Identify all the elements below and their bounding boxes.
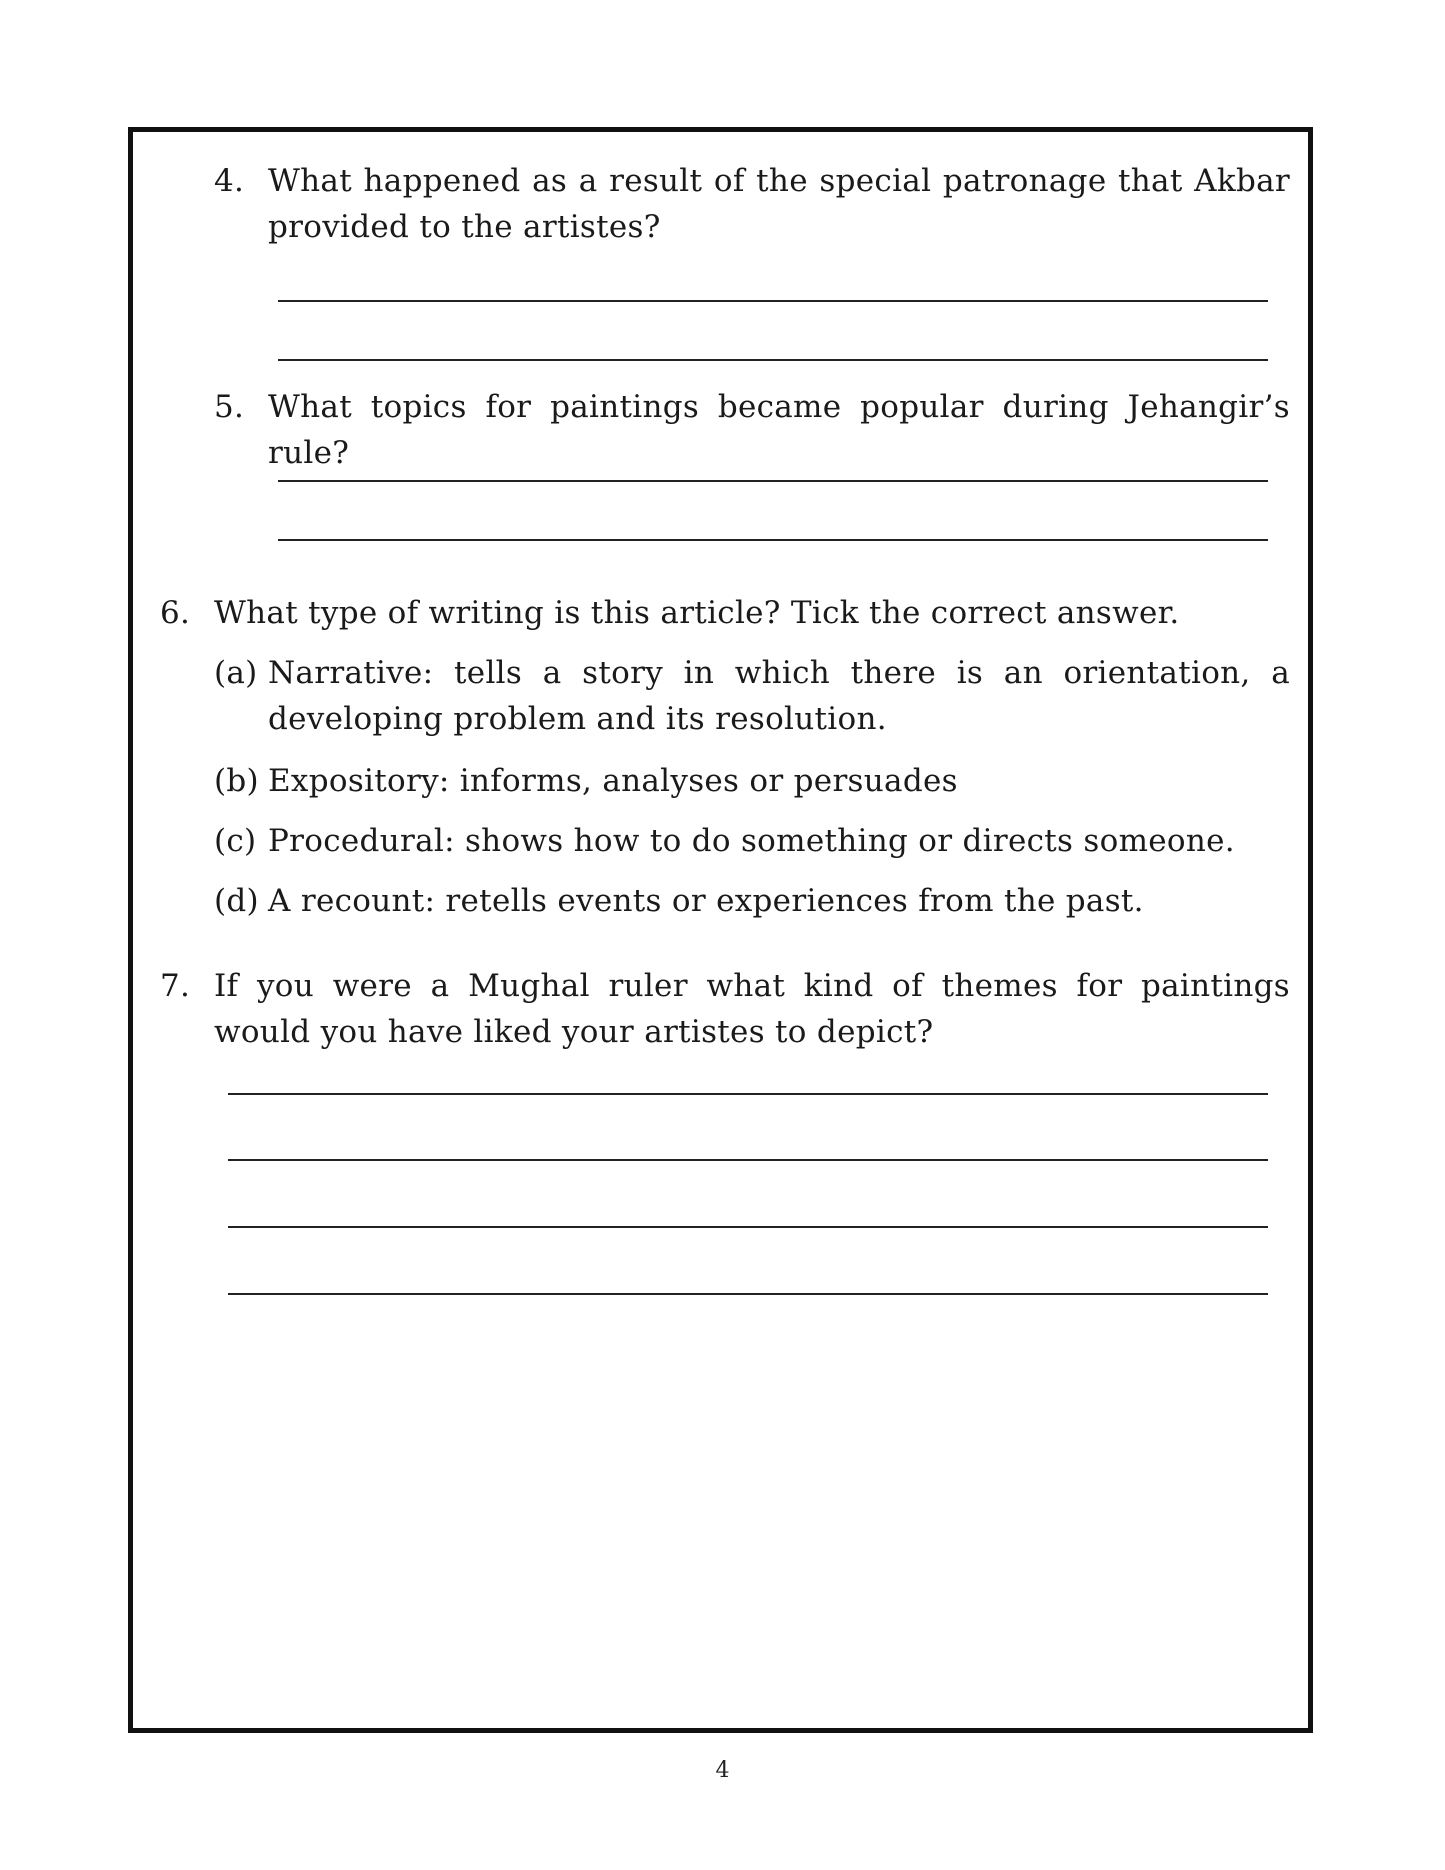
option-label: (b) [214, 763, 259, 799]
question-text: What topics for paintings became popular during Jehangir’s rule? [268, 389, 1290, 471]
page-number: 4 [715, 1758, 730, 1783]
answer-line[interactable] [278, 480, 1268, 482]
option-text: Procedural: shows how to do something or directs someone. [268, 823, 1235, 859]
answer-line[interactable] [228, 1226, 1268, 1228]
answer-line[interactable] [228, 1159, 1268, 1161]
option-text: A recount: retells events or experiences from the past. [268, 883, 1144, 919]
answer-line[interactable] [228, 1293, 1268, 1295]
worksheet-frame [128, 127, 1313, 1733]
option-text: Narrative: tells a story in which there is an orientation, a developing problem and its resolution. [268, 655, 1290, 737]
question-number: 7. [160, 968, 191, 1004]
question-text: What happened as a result of the special patronage that Akbar provided to the artistes? [268, 163, 1290, 245]
question-number: 6. [160, 595, 191, 631]
answer-line[interactable] [278, 359, 1268, 361]
answer-line[interactable] [228, 1093, 1268, 1095]
option-label: (a) [214, 655, 258, 691]
option-label: (c) [214, 823, 257, 859]
question-text: If you were a Mughal ruler what kind of themes for paintings would you have liked your artistes to depict? [214, 968, 1290, 1050]
option-label: (d) [214, 883, 259, 919]
question-text: What type of writing is this article? Tick the correct answer. [214, 595, 1180, 631]
answer-line[interactable] [278, 539, 1268, 541]
question-number: 4. [214, 163, 245, 199]
answer-line[interactable] [278, 300, 1268, 302]
option-text: Expository: informs, analyses or persuades [268, 763, 958, 799]
question-number: 5. [214, 389, 245, 425]
